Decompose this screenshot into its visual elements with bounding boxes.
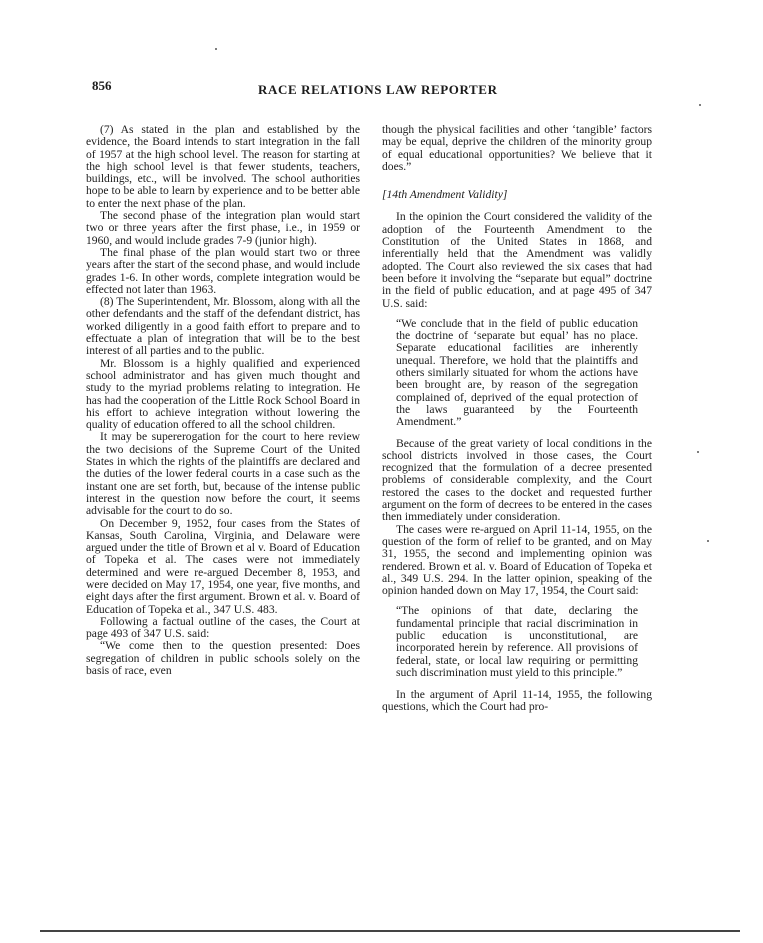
- bottom-rule: [40, 930, 740, 932]
- block-quote: [396, 605, 638, 679]
- page-number: 856: [92, 78, 112, 93]
- paragraph: Following a factual outline of the cases, the Court at page 493 of 347 U.S. said:: [86, 614, 360, 641]
- paragraph: The final phase of the plan would start two or three years after the start of the second phase, and would include grades 1-6. In other words, complete integration would be effected not later than 1963.: [86, 245, 360, 296]
- paragraph: Because of the great variety of local conditions in the school districts involved in those cases, the Court recognized that the formulation of a decree presented problems of considerable complexity, and the Court restored the cases to the docket and requested further argument on the form of decrees to be entered in the cases then immediately under consideration.: [382, 436, 652, 524]
- paragraph: The second phase of the integration plan would start two or three years after the first phase, i.e., in 1959 or 1960, and would include grades 7-9 (junior high).: [86, 209, 360, 247]
- paragraph: It may be supererogation for the court to here review the two decisions of the Supreme Court of the United States in which the rights of the plaintiffs are declared and the duties of the lower federal courts in a case such as the instant one are set forth, but, because of the intense public interest in the question now before the court, it seems advisable for the court to do so.: [86, 430, 360, 518]
- scan-speck: [215, 48, 217, 50]
- left-column: [86, 124, 360, 677]
- right-column: [382, 124, 652, 714]
- quote-text: “The opinions of that date, declaring the fundamental principle that racial discrimination in public education is unconstitutional, are incorporated herein by reference. All provisions of federal, state, or local law requiring or permitting such discrimination must yield to this principle.”: [396, 604, 638, 679]
- paragraph: (8) The Superintendent, Mr. Blossom, along with all the other defendants and the staff of the defendant district, has worked diligently in a good faith effort to prepare and to effectuate a plan of integration that will be to the best interest of all parties and to the public.: [86, 295, 360, 358]
- paragraph: “We come then to the question presented: Does segregation of children in public schools solely on the basis of race, even: [86, 639, 360, 678]
- paragraph: On December 9, 1952, four cases from the States of Kansas, South Carolina, Virginia, and Delaware were argued under the title of Brown et al v. Board of Education of Topeka et al. The cases were not immediately determined and were re-argued December 8, 1953, and were decided on May 17, 1954, one year, five months, and eight days after the first argument. Brown et al. v. Board of Education of Topeka et al., 347 U.S. 483.: [86, 516, 360, 616]
- quote-text: “We conclude that in the field of public education the doctrine of ‘separate but equal’ has no place. Separate educational facilities are inherently unequal. Therefore, we hold that the plaintiffs and others similarly situated for whom the actions have been brought are, by reason of the segregation complained of, deprived of the equal protection of the laws guaranteed by the Fourteenth Amendment.”: [396, 316, 638, 429]
- paragraph: In the argument of April 11-14, 1955, the following questions, which the Court had pro-: [382, 688, 652, 714]
- paragraph: Mr. Blossom is a highly qualified and experienced school administrator and has given much thought and study to the myriad problems relating to integration. He has had the cooperation of the Little Rock School Board in his effort to achieve integration without lowering the quality of education offered to all the school children.: [86, 356, 360, 432]
- paragraph: though the physical facilities and other ‘tangible’ factors may be equal, deprive the children of the minority group of equal educational opportunities? We believe that it does.”: [382, 123, 652, 173]
- scan-speck: [707, 540, 709, 542]
- paragraph: (7) As stated in the plan and established by the evidence, the Board intends to start integration in the fall of 1957 at the high school level. The reason for starting at the high school level is that fewer students, teachers, buildings, etc., will be involved. The school authorities hope to be able to learn by experience and to be better able to enter the next phase of the plan.: [86, 123, 360, 210]
- section-heading: [14th Amendment Validity]: [382, 188, 508, 202]
- running-head: RACE RELATIONS LAW REPORTER: [258, 82, 498, 97]
- paragraph: In the opinion the Court considered the validity of the adoption of the Fourteenth Amendment to the Constitution of the United States in 1868, and inferentially held that the Amendment was validly adopted. The Court also reviewed the six cases that had been before it involving the “separate but equal” doctrine in the field of public education, and at page 495 of 347 U.S. said:: [382, 210, 652, 310]
- scan-speck: [697, 451, 699, 453]
- block-quote: [396, 318, 638, 429]
- paragraph: The cases were re-argued on April 11-14, 1955, on the question of the form of relief to be granted, and on May 31, 1955, the second and implementing opinion was rendered. Brown et al. v. Board of Education of Topeka et al., 349 U.S. 294. In the latter opinion, speaking of the opinion handed down on May 17, 1954, the Court said:: [382, 522, 652, 598]
- scan-speck: [699, 104, 701, 106]
